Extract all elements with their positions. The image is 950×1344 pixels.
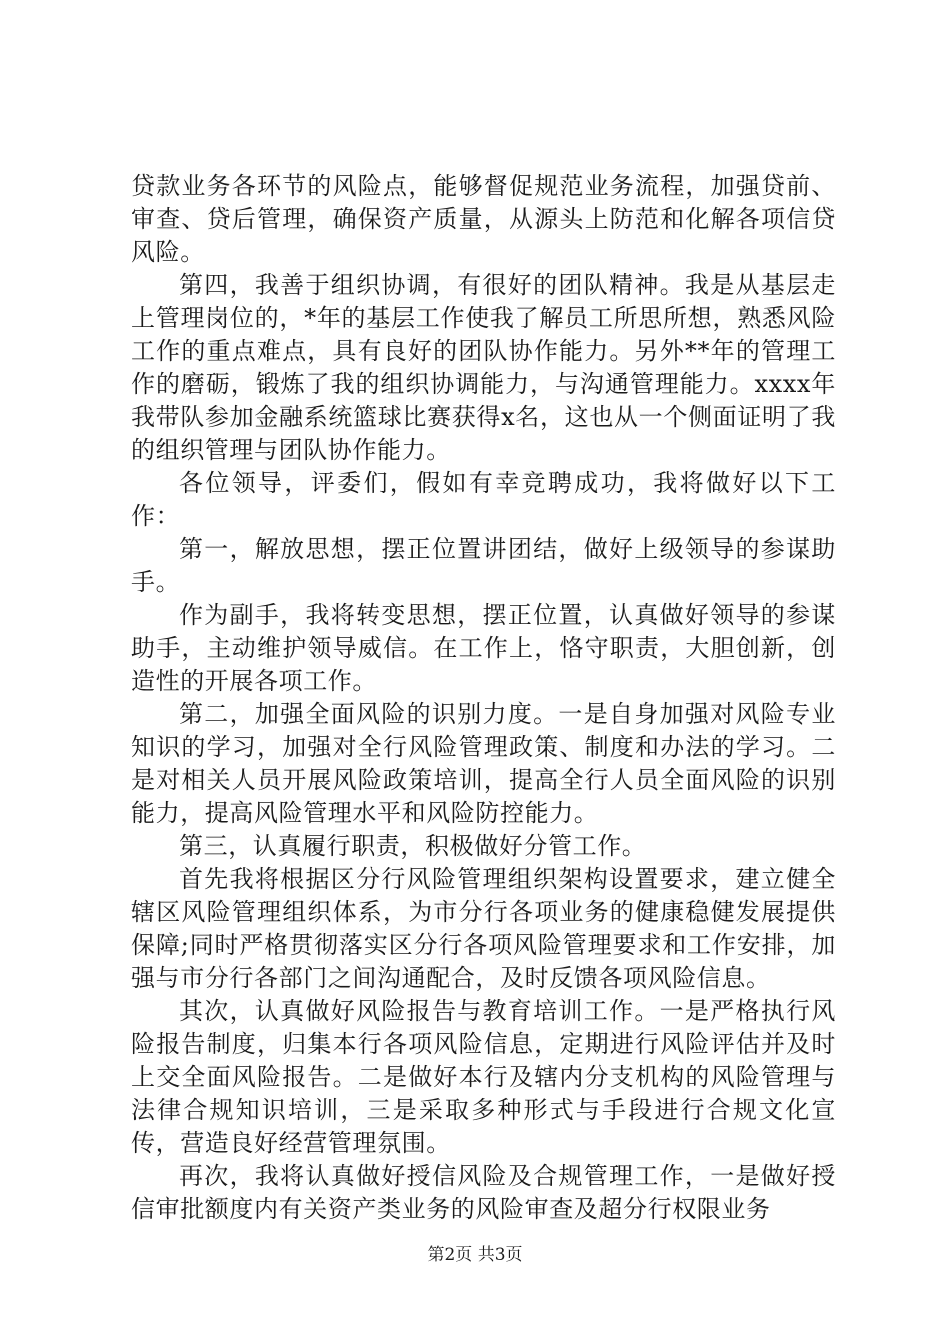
paragraph: 作为副手，我将转变思想，摆正位置，认真做好领导的参谋助手，主动维护领导威信。在工作上，恪守职责，大胆创新，创造性的开展各项工作。 [131,601,836,695]
paragraph: 各位领导，评委们，假如有幸竞聘成功，我将做好以下工作： [131,469,836,530]
paragraph: 其次，认真做好风险报告与教育培训工作。一是严格执行风险报告制度，归集本行各项风险信息，定期进行风险评估并及时上交全面风险报告。二是做好本行及辖内分支机构的风险管理与法律合规知识培训，三是采取多种形式与手段进行合规文化宣传，营造良好经营管理氛围。 [131,997,836,1157]
paragraph: 第四，我善于组织协调，有很好的团队精神。我是从基层走上管理岗位的，*年的基层工作使我了解员工所思所想，熟悉风险工作的重点难点，具有良好的团队协作能力。另外**年的管理工作的磨砺，锻炼了我的组织协调能力，与沟通管理能力。xxxx年我带队参加金融系统篮球比赛获得x名，这也从一个侧面证明了我的组织管理与团队协作能力。 [131,271,836,464]
paragraph: 再次，我将认真做好授信风险及合规管理工作，一是做好授信审批额度内有关资产类业务的风险审查及超分行权限业务 [131,1162,836,1223]
paragraph: 第二，加强全面风险的识别力度。一是自身加强对风险专业知识的学习，加强对全行风险管理政策、制度和办法的学习。二是对相关人员开展风险政策培训，提高全行人员全面风险的识别能力，提高风险管理水平和风险防控能力。 [131,700,836,827]
paragraph: 首先我将根据区分行风险管理组织架构设置要求，建立健全辖区风险管理组织体系，为市分行各项业务的健康稳健发展提供保障;同时严格贯彻落实区分行各项风险管理要求和工作安排，加强与市分行各部门之间沟通配合，及时反馈各项风险信息。 [131,865,836,992]
paragraph: 第一，解放思想，摆正位置讲团结，做好上级领导的参谋助手。 [131,535,836,596]
page-number-label: 第2页 共3页 [427,1245,523,1265]
page-footer [0,1245,950,1265]
paragraph: 贷款业务各环节的风险点，能够督促规范业务流程，加强贷前、审查、贷后管理，确保资产质量，从源头上防范和化解各项信贷风险。 [131,172,836,266]
document-body [131,170,836,1226]
paragraph: 第三，认真履行职责，积极做好分管工作。 [179,832,647,860]
